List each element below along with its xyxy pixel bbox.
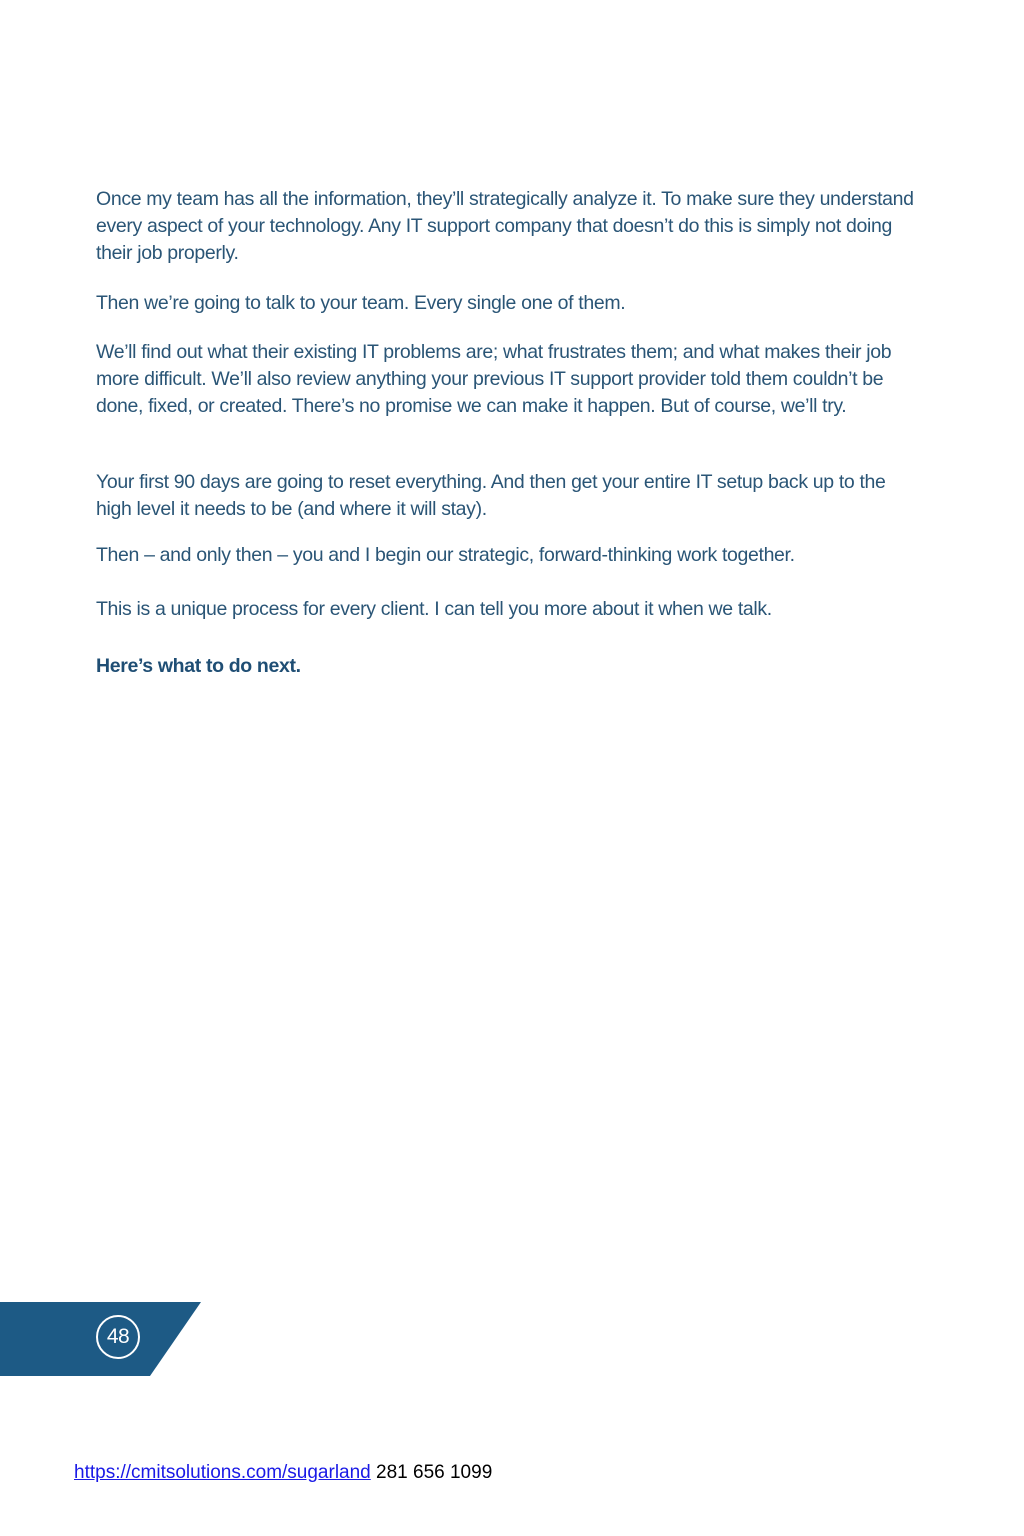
paragraph-problems: We’ll find out what their existing IT problems are; what frustrates them; and what makes their job more difficult. We’ll also review anything your previous IT support provider told them couldn’t be done, fixed, or created. There’s no promise we can make it happen. But of course, we’ll try. [96, 341, 892, 417]
paragraph-talk-to-team: Then we’re going to talk to your team. Every single one of them. [96, 292, 626, 314]
paragraph-unique-process: This is a unique process for every client. I can tell you more about it when we talk. [96, 598, 772, 620]
paragraph-strategic-work: Then – and only then – you and I begin our strategic, forward-thinking work together. [96, 544, 795, 566]
phone-number: 281 656 1099 [370, 1462, 493, 1483]
footer [74, 1461, 492, 1485]
paragraph-first-90-days: Your first 90 days are going to reset everything. And then get your entire IT setup back up to the high level it needs to be (and where it will stay). [96, 471, 886, 520]
website-link[interactable]: https://cmitsolutions.com/sugarland [74, 1462, 371, 1483]
paragraph-analysis: Once my team has all the information, they’ll strategically analyze it. To make sure they understand every aspect of your technology. Any IT support company that doesn’t do this is simply not doing their job properly. [96, 188, 914, 264]
closing-heading: Here’s what to do next. [96, 655, 301, 677]
page-number: 48 [96, 1315, 140, 1359]
